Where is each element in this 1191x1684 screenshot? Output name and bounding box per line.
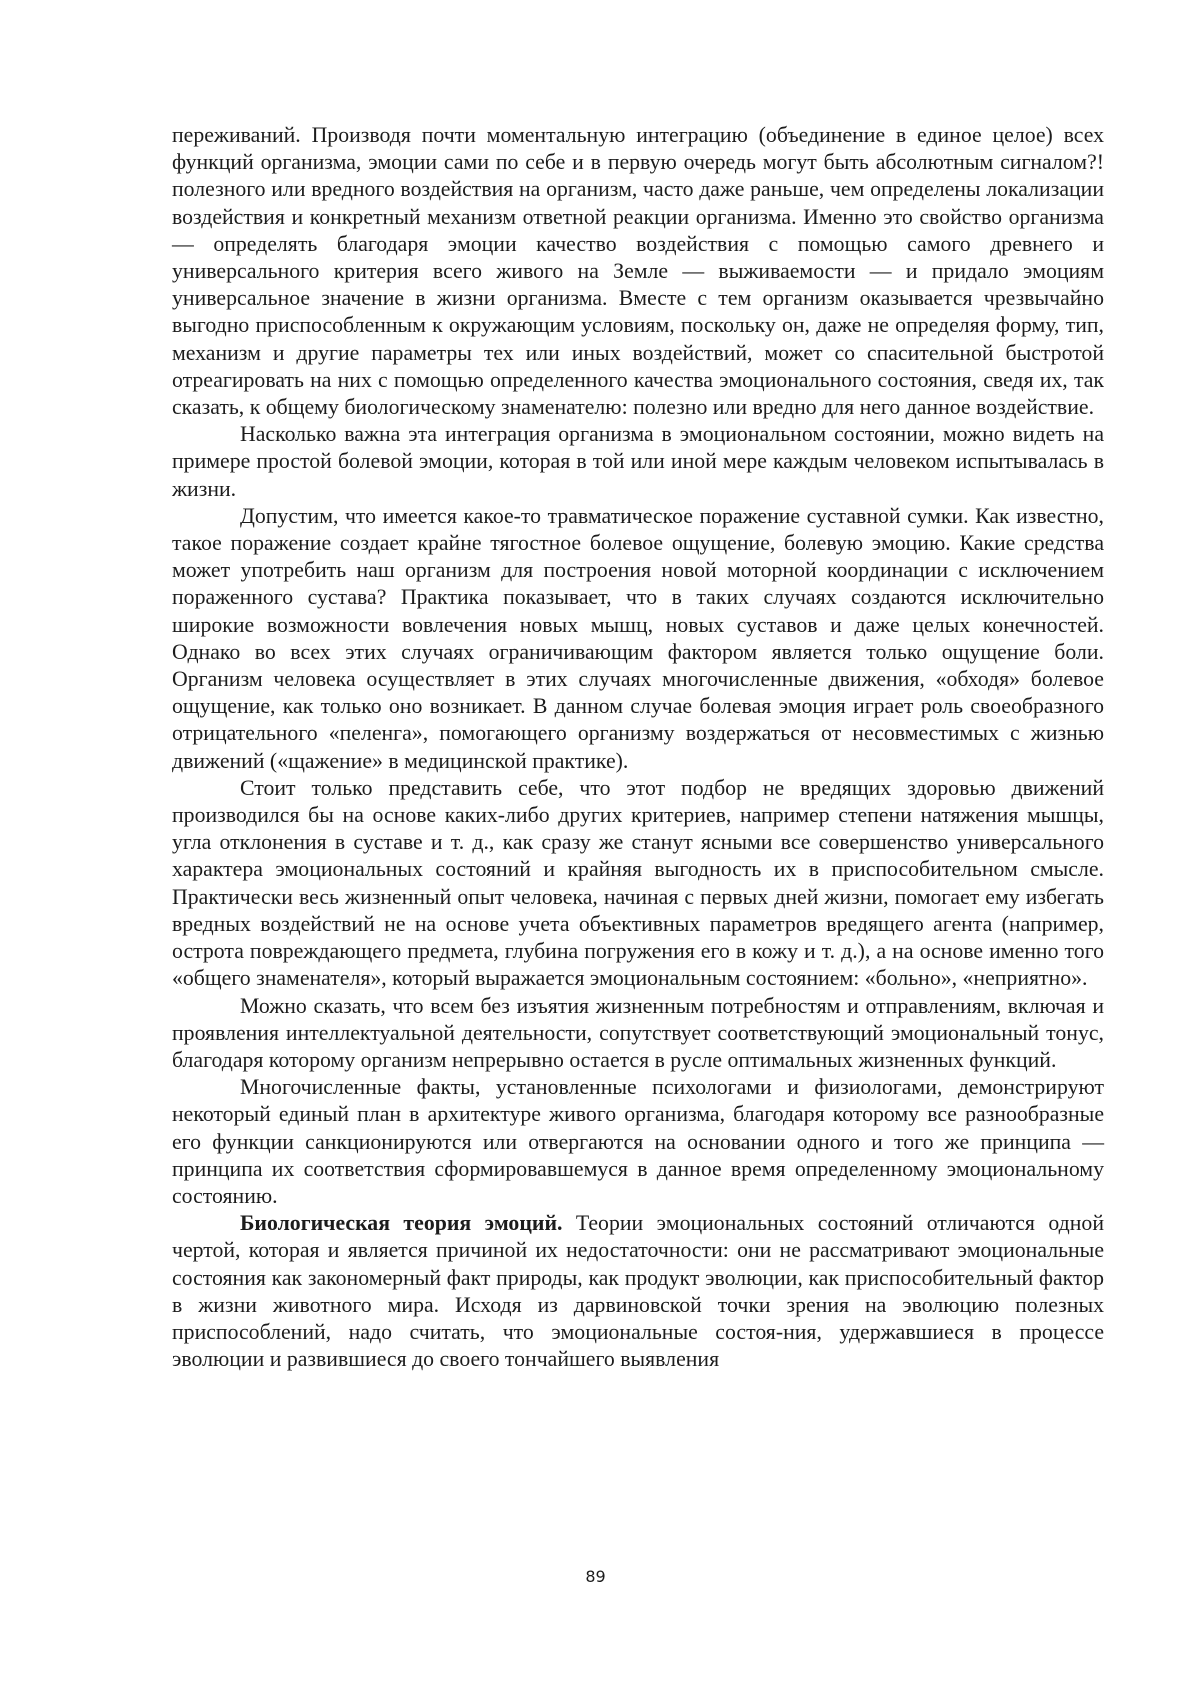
paragraph-with-heading <box>172 1210 1104 1373</box>
paragraph-text: Теории эмоциональных состояний отличаются одной чертой, которая и является причиной их недостаточности: они не рассматривают эмоциональные состояния как закономерный факт природы, как продукт эволюции, как приспособительный фактор в жизни животного мира. Исходя из дарвиновской точки зрения на эволюцию полезных приспособлений, надо считать, что эмоциональные состоя-ния, удержавшиеся в процессе эволюции и развившиеся до своего тончайшего выявления <box>172 1211 1104 1372</box>
paragraph: Стоит только представить себе, что этот подбор не вредящих здоровью движений производился бы на основе каких-либо других критериев, например степени натяжения мышцы, угла отклонения в суставе и т. д., как сразу же станут ясными все совершенство универсального характера эмоциональных состояний и крайняя выгодность их в приспособительном смысле. Практически весь жизненный опыт человека, начиная с первых дней жизни, помогает ему избегать вредных воздействий не на основе учета объективных параметров вредящего агента (например, острота повреждающего предмета, глубина погружения его в кожу и т. д.), а на основе именно того «общего знаменателя», который выражается эмоциональным состоянием: «больно», «неприятно». <box>172 775 1104 991</box>
paragraph: Можно сказать, что всем без изъятия жизненным потребностям и отправлениям, включая и проявления интеллектуальной деятельности, сопутствует соответствующий эмоциональный тонус, благодаря которому организм непрерывно остается в русле оптимальных жизненных функций. <box>172 993 1104 1072</box>
page-number: 89 <box>585 1567 606 1586</box>
paragraph: Насколько важна эта интеграция организма в эмоциональном состоянии, можно видеть на примере простой болевой эмоции, которая в той или иной мере каждым человеком испытывалась в жизни. <box>172 422 1104 501</box>
text-body <box>172 122 1104 1373</box>
paragraph: Многочисленные факты, установленные психологами и физиологами, демонстрируют некоторый единый план в архитектуре живого организма, благодаря которому все разнообразные его функции санкционируются или отвергаются на основании одного и того же принципа — принципа их соответствия сформировавшемуся в данное время определенному эмоциональному состоянию. <box>172 1075 1104 1208</box>
paragraph-continuation: переживаний. Производя почти моментальную интеграцию (объединение в единое целое) всех функций организма, эмоции сами по себе и в первую очередь могут быть абсолютным сигналом?! полезного или вредного воздействия на организм, часто даже раньше, чем определены локализации воздействия и конкретный механизм ответной реакции организма. Именно это свойство организма — определять благодаря эмоции качество воздействия с помощью самого древнего и универсального критерия всего живого на Земле — выживаемости — и придало эмоциям универсальное значение в жизни организма. Вместе с тем организм оказывается чрезвычайно выгодно приспособленным к окружающим условиям, поскольку он, даже не определяя форму, тип, механизм и другие параметры тех или иных воздействий, может со спасительной быстротой отреагировать на них с помощью определенного качества эмоционального состояния, сведя их, так сказать, к общему биологическому знаменателю: полезно или вредно для него данное воздействие. <box>172 123 1104 420</box>
section-heading: Биологическая теория эмоций. <box>240 1211 563 1236</box>
paragraph: Допустим, что имеется какое-то травматическое поражение суставной сумки. Как известно, такое поражение создает крайне тягостное болевое ощущение, болевую эмоцию. Какие средства может употребить наш организм для построения новой моторной координации с исключением пораженного сустава? Практика показывает, что в таких случаях создаются исключительно широкие возможности вовлечения новых мышц, новых суставов и даже целых конечностей. Однако во всех этих случаях ограничивающим фактором является только ощущение боли. Организм человека осуществляет в этих случаях многочисленные движения, «обходя» болевое ощущение, как только оно возникает. В данном случае болевая эмоция играет роль своеобразного отрицательного «пеленга», помогающего организму воздержаться от несовместимых с жизнью движений («щажение» в медицинской практике). <box>172 503 1104 773</box>
